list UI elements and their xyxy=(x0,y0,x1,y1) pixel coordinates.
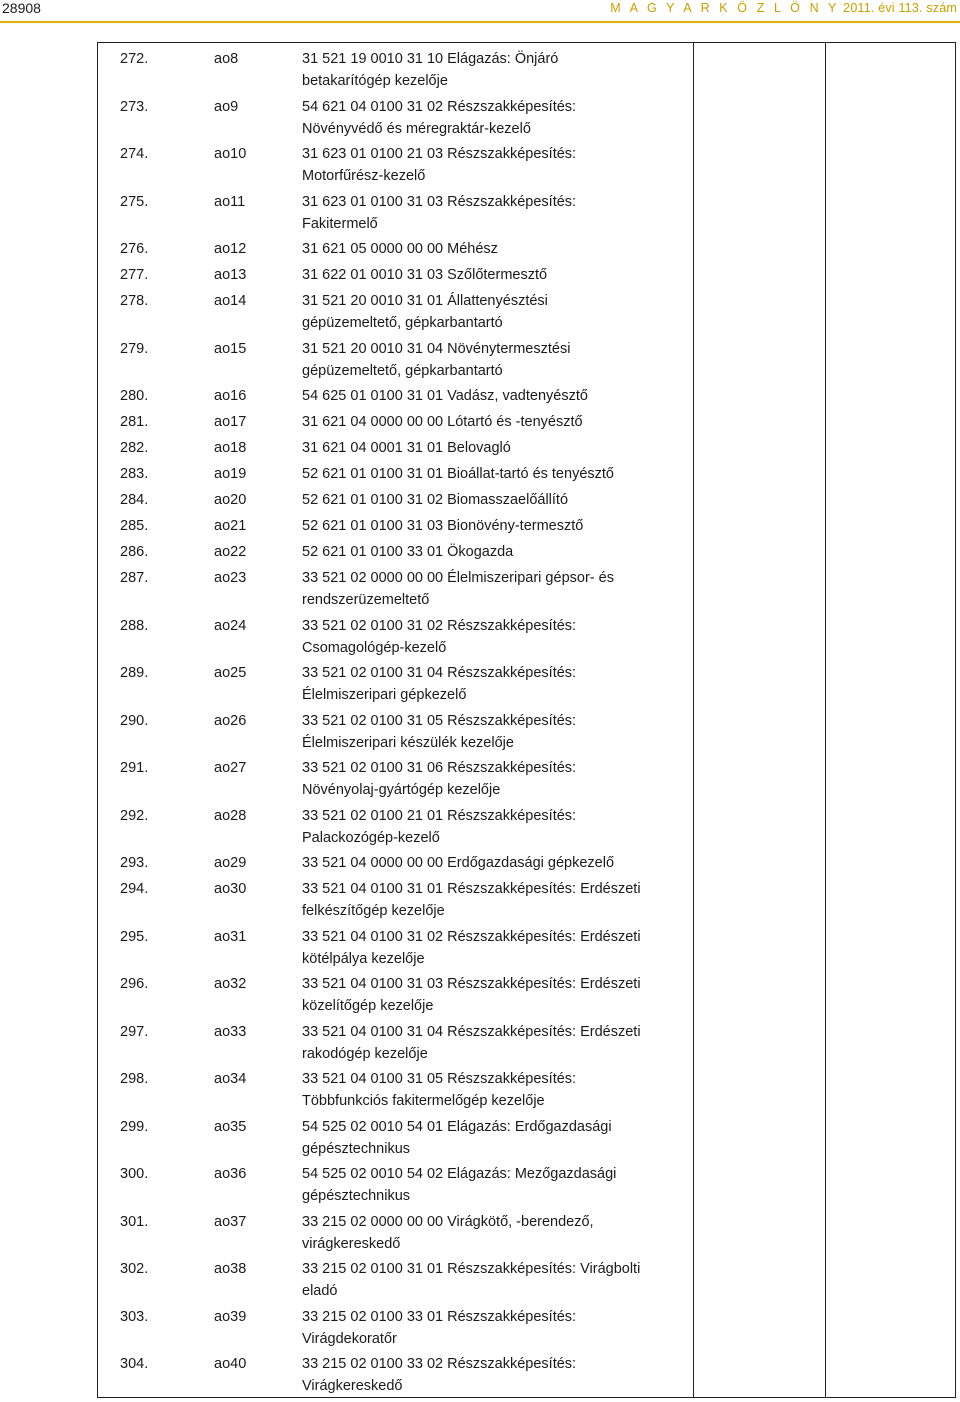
row-number: 301. xyxy=(120,1213,149,1230)
row-code: ao29 xyxy=(214,855,247,871)
table-row xyxy=(98,973,693,1017)
table-row xyxy=(98,48,693,92)
row-code: ao39 xyxy=(214,1308,247,1325)
row-number: 285. xyxy=(120,518,149,534)
row-number: 304. xyxy=(120,1356,149,1372)
row-number: 278. xyxy=(120,293,149,309)
row-number: 293. xyxy=(120,855,149,871)
row-number: 286. xyxy=(120,544,149,560)
row-qualification: 31 521 20 0010 31 04 Növénytermesztési gépüzemeltető, gépkarbantartó xyxy=(302,340,571,379)
row-code: ao17 xyxy=(214,414,247,430)
table-row xyxy=(98,805,693,849)
table-row xyxy=(98,143,693,187)
column-divider xyxy=(825,42,826,1398)
row-qualification: 33 521 02 0000 00 00 Élelmiszeripari gépsor- és rendszerüzemeltető xyxy=(302,570,614,608)
row-qualification: 33 521 02 0100 31 02 Részszakképesítés: Csomagológép-kezelő xyxy=(302,617,577,656)
page-number: 28908 xyxy=(2,0,41,16)
row-number: 295. xyxy=(120,928,149,945)
row-qualification: 33 521 02 0100 31 04 Részszakképesítés: Élelmiszeripari gépkezelő xyxy=(302,665,577,703)
table-row xyxy=(98,96,693,140)
row-qualification: 31 521 19 0010 31 10 Elágazás: Önjáró betakarítógép kezelője xyxy=(302,51,559,89)
row-code: ao40 xyxy=(214,1356,247,1372)
row-code: ao18 xyxy=(214,440,247,456)
row-number: 275. xyxy=(120,193,149,210)
table-row xyxy=(98,515,693,537)
table-row xyxy=(98,437,693,459)
row-qualification: 33 521 02 0100 21 01 Részszakképesítés: Palackozógép-kezelő xyxy=(302,807,577,846)
table-row xyxy=(98,1068,693,1112)
table-row xyxy=(98,1353,693,1397)
row-code: ao10 xyxy=(214,146,247,162)
row-number: 280. xyxy=(120,388,149,404)
row-number: 279. xyxy=(120,340,149,357)
row-number: 273. xyxy=(120,98,149,115)
row-code: ao21 xyxy=(214,518,247,534)
journal-name: M A G Y A R K Ö Z L Ö N Y xyxy=(610,1,840,15)
table-row xyxy=(98,757,693,801)
table-row xyxy=(98,338,693,382)
row-code: ao33 xyxy=(214,1023,247,1040)
table-row xyxy=(98,385,693,407)
row-number: 274. xyxy=(120,146,149,162)
row-qualification: 33 521 02 0100 31 05 Részszakképesítés: Élelmiszeripari készülék kezelője xyxy=(302,712,577,751)
row-code: ao24 xyxy=(214,617,247,634)
table-row xyxy=(98,191,693,235)
row-qualification: 33 215 02 0100 31 01 Részszakképesítés: Virágbolti eladó xyxy=(302,1261,641,1299)
row-code: ao11 xyxy=(214,193,246,210)
row-number: 277. xyxy=(120,267,149,283)
table-row xyxy=(98,1116,693,1160)
table-row xyxy=(98,567,693,611)
row-qualification: 33 521 04 0100 31 03 Részszakképesítés: Erdészeti közelítőgép kezelője xyxy=(302,976,641,1014)
row-code: ao35 xyxy=(214,1118,247,1135)
row-qualification: 52 621 01 0100 31 01 Bioállat-tartó és tenyésztő xyxy=(302,466,614,482)
row-code: ao20 xyxy=(214,492,247,508)
row-qualification: 33 521 02 0100 31 06 Részszakképesítés: Növényolaj-gyártógép kezelője xyxy=(302,760,577,798)
row-qualification: 52 621 01 0100 31 02 Biomasszaelőállító xyxy=(302,492,569,508)
table-row xyxy=(98,615,693,659)
row-number: 272. xyxy=(120,51,149,67)
row-qualification: 31 623 01 0100 21 03 Részszakképesítés: Motorfűrész-kezelő xyxy=(302,146,577,184)
row-number: 281. xyxy=(120,414,149,430)
table-row xyxy=(98,238,693,260)
row-code: ao28 xyxy=(214,807,247,824)
table-row xyxy=(98,1163,693,1207)
row-code: ao34 xyxy=(214,1071,247,1087)
row-code: ao31 xyxy=(214,928,247,945)
row-number: 290. xyxy=(120,712,149,729)
table-row xyxy=(98,541,693,563)
row-number: 284. xyxy=(120,492,149,508)
row-number: 292. xyxy=(120,807,149,824)
row-qualification: 31 621 04 0000 00 00 Lótartó és -tenyésztő xyxy=(302,414,583,430)
table-row xyxy=(98,710,693,754)
row-number: 289. xyxy=(120,665,149,681)
row-qualification: 31 621 05 0000 00 00 Méhész xyxy=(302,241,498,257)
table-row xyxy=(98,1258,693,1302)
issue-label: 2011. évi 113. szám xyxy=(843,1,957,15)
row-number: 291. xyxy=(120,760,149,776)
page-header xyxy=(0,0,960,24)
row-code: ao19 xyxy=(214,466,247,482)
row-code: ao16 xyxy=(214,388,247,404)
row-number: 300. xyxy=(120,1166,149,1182)
row-number: 298. xyxy=(120,1071,149,1087)
row-code: ao14 xyxy=(214,293,247,309)
table-row xyxy=(98,852,693,874)
row-qualification: 52 621 01 0100 31 03 Bionövény-termesztő xyxy=(302,518,584,534)
row-code: ao9 xyxy=(214,98,239,115)
header-rule xyxy=(0,21,960,23)
row-number: 302. xyxy=(120,1261,149,1277)
table-row xyxy=(98,411,693,433)
column-divider xyxy=(693,42,694,1398)
row-qualification: 33 215 02 0100 33 01 Részszakképesítés: Virágdekoratőr xyxy=(302,1308,577,1347)
row-code: ao13 xyxy=(214,267,247,283)
row-code: ao8 xyxy=(214,51,239,67)
row-code: ao38 xyxy=(214,1261,247,1277)
row-qualification: 33 521 04 0100 31 05 Részszakképesítés: Többfunkciós fakitermelőgép kezelője xyxy=(302,1071,577,1109)
row-number: 288. xyxy=(120,617,149,634)
row-code: ao36 xyxy=(214,1166,247,1182)
row-qualification: 33 521 04 0000 00 00 Erdőgazdasági gépkezelő xyxy=(302,855,615,871)
table-row xyxy=(98,1021,693,1065)
row-code: ao37 xyxy=(214,1213,247,1230)
journal-title xyxy=(610,1,957,15)
row-number: 294. xyxy=(120,881,149,897)
row-qualification: 33 215 02 0000 00 00 Virágkötő, -berendező, virágkereskedő xyxy=(302,1213,594,1252)
table-row xyxy=(98,1211,693,1255)
row-code: ao23 xyxy=(214,570,247,586)
table-row xyxy=(98,290,693,334)
row-number: 296. xyxy=(120,976,149,992)
row-qualification: 54 525 02 0010 54 01 Elágazás: Erdőgazdasági gépésztechnikus xyxy=(302,1118,612,1157)
row-qualification: 54 525 02 0010 54 02 Elágazás: Mezőgazdasági gépésztechnikus xyxy=(302,1166,617,1204)
table-row xyxy=(98,926,693,970)
row-code: ao26 xyxy=(214,712,247,729)
row-qualification: 52 621 01 0100 33 01 Ökogazda xyxy=(302,544,514,560)
row-code: ao30 xyxy=(214,881,247,897)
row-qualification: 31 621 04 0001 31 01 Belovagló xyxy=(302,440,511,456)
table-row xyxy=(98,662,693,706)
row-qualification: 33 521 04 0100 31 01 Részszakképesítés: Erdészeti felkészítőgép kezelője xyxy=(302,881,641,919)
row-number: 297. xyxy=(120,1023,149,1040)
row-code: ao22 xyxy=(214,544,247,560)
table-row xyxy=(98,1306,693,1350)
row-qualification: 54 621 04 0100 31 02 Részszakképesítés: Növényvédő és méregraktár-kezelő xyxy=(302,98,577,137)
row-qualification: 33 215 02 0100 33 02 Részszakképesítés: Virágkereskedő xyxy=(302,1356,577,1394)
table-row xyxy=(98,463,693,485)
row-number: 303. xyxy=(120,1308,149,1325)
row-qualification: 31 623 01 0100 31 03 Részszakképesítés: Fakitermelő xyxy=(302,193,577,232)
table-row xyxy=(98,489,693,511)
row-code: ao12 xyxy=(214,241,247,257)
row-number: 299. xyxy=(120,1118,149,1135)
row-number: 276. xyxy=(120,241,149,257)
table-row xyxy=(98,878,693,922)
row-qualification: 33 521 04 0100 31 02 Részszakképesítés: Erdészeti kötélpálya kezelője xyxy=(302,928,641,967)
row-qualification: 33 521 04 0100 31 04 Részszakképesítés: Erdészeti rakodógép kezelője xyxy=(302,1023,641,1062)
row-qualification: 31 622 01 0010 31 03 Szőlőtermesztő xyxy=(302,267,548,283)
row-number: 283. xyxy=(120,466,149,482)
row-qualification: 54 625 01 0100 31 01 Vadász, vadtenyésztő xyxy=(302,388,588,404)
table-row xyxy=(98,264,693,286)
row-number: 282. xyxy=(120,440,149,456)
row-code: ao15 xyxy=(214,340,247,357)
row-number: 287. xyxy=(120,570,149,586)
row-qualification: 31 521 20 0010 31 01 Állattenyésztési gépüzemeltető, gépkarbantartó xyxy=(302,293,548,331)
row-code: ao27 xyxy=(214,760,247,776)
row-code: ao25 xyxy=(214,665,247,681)
row-code: ao32 xyxy=(214,976,247,992)
